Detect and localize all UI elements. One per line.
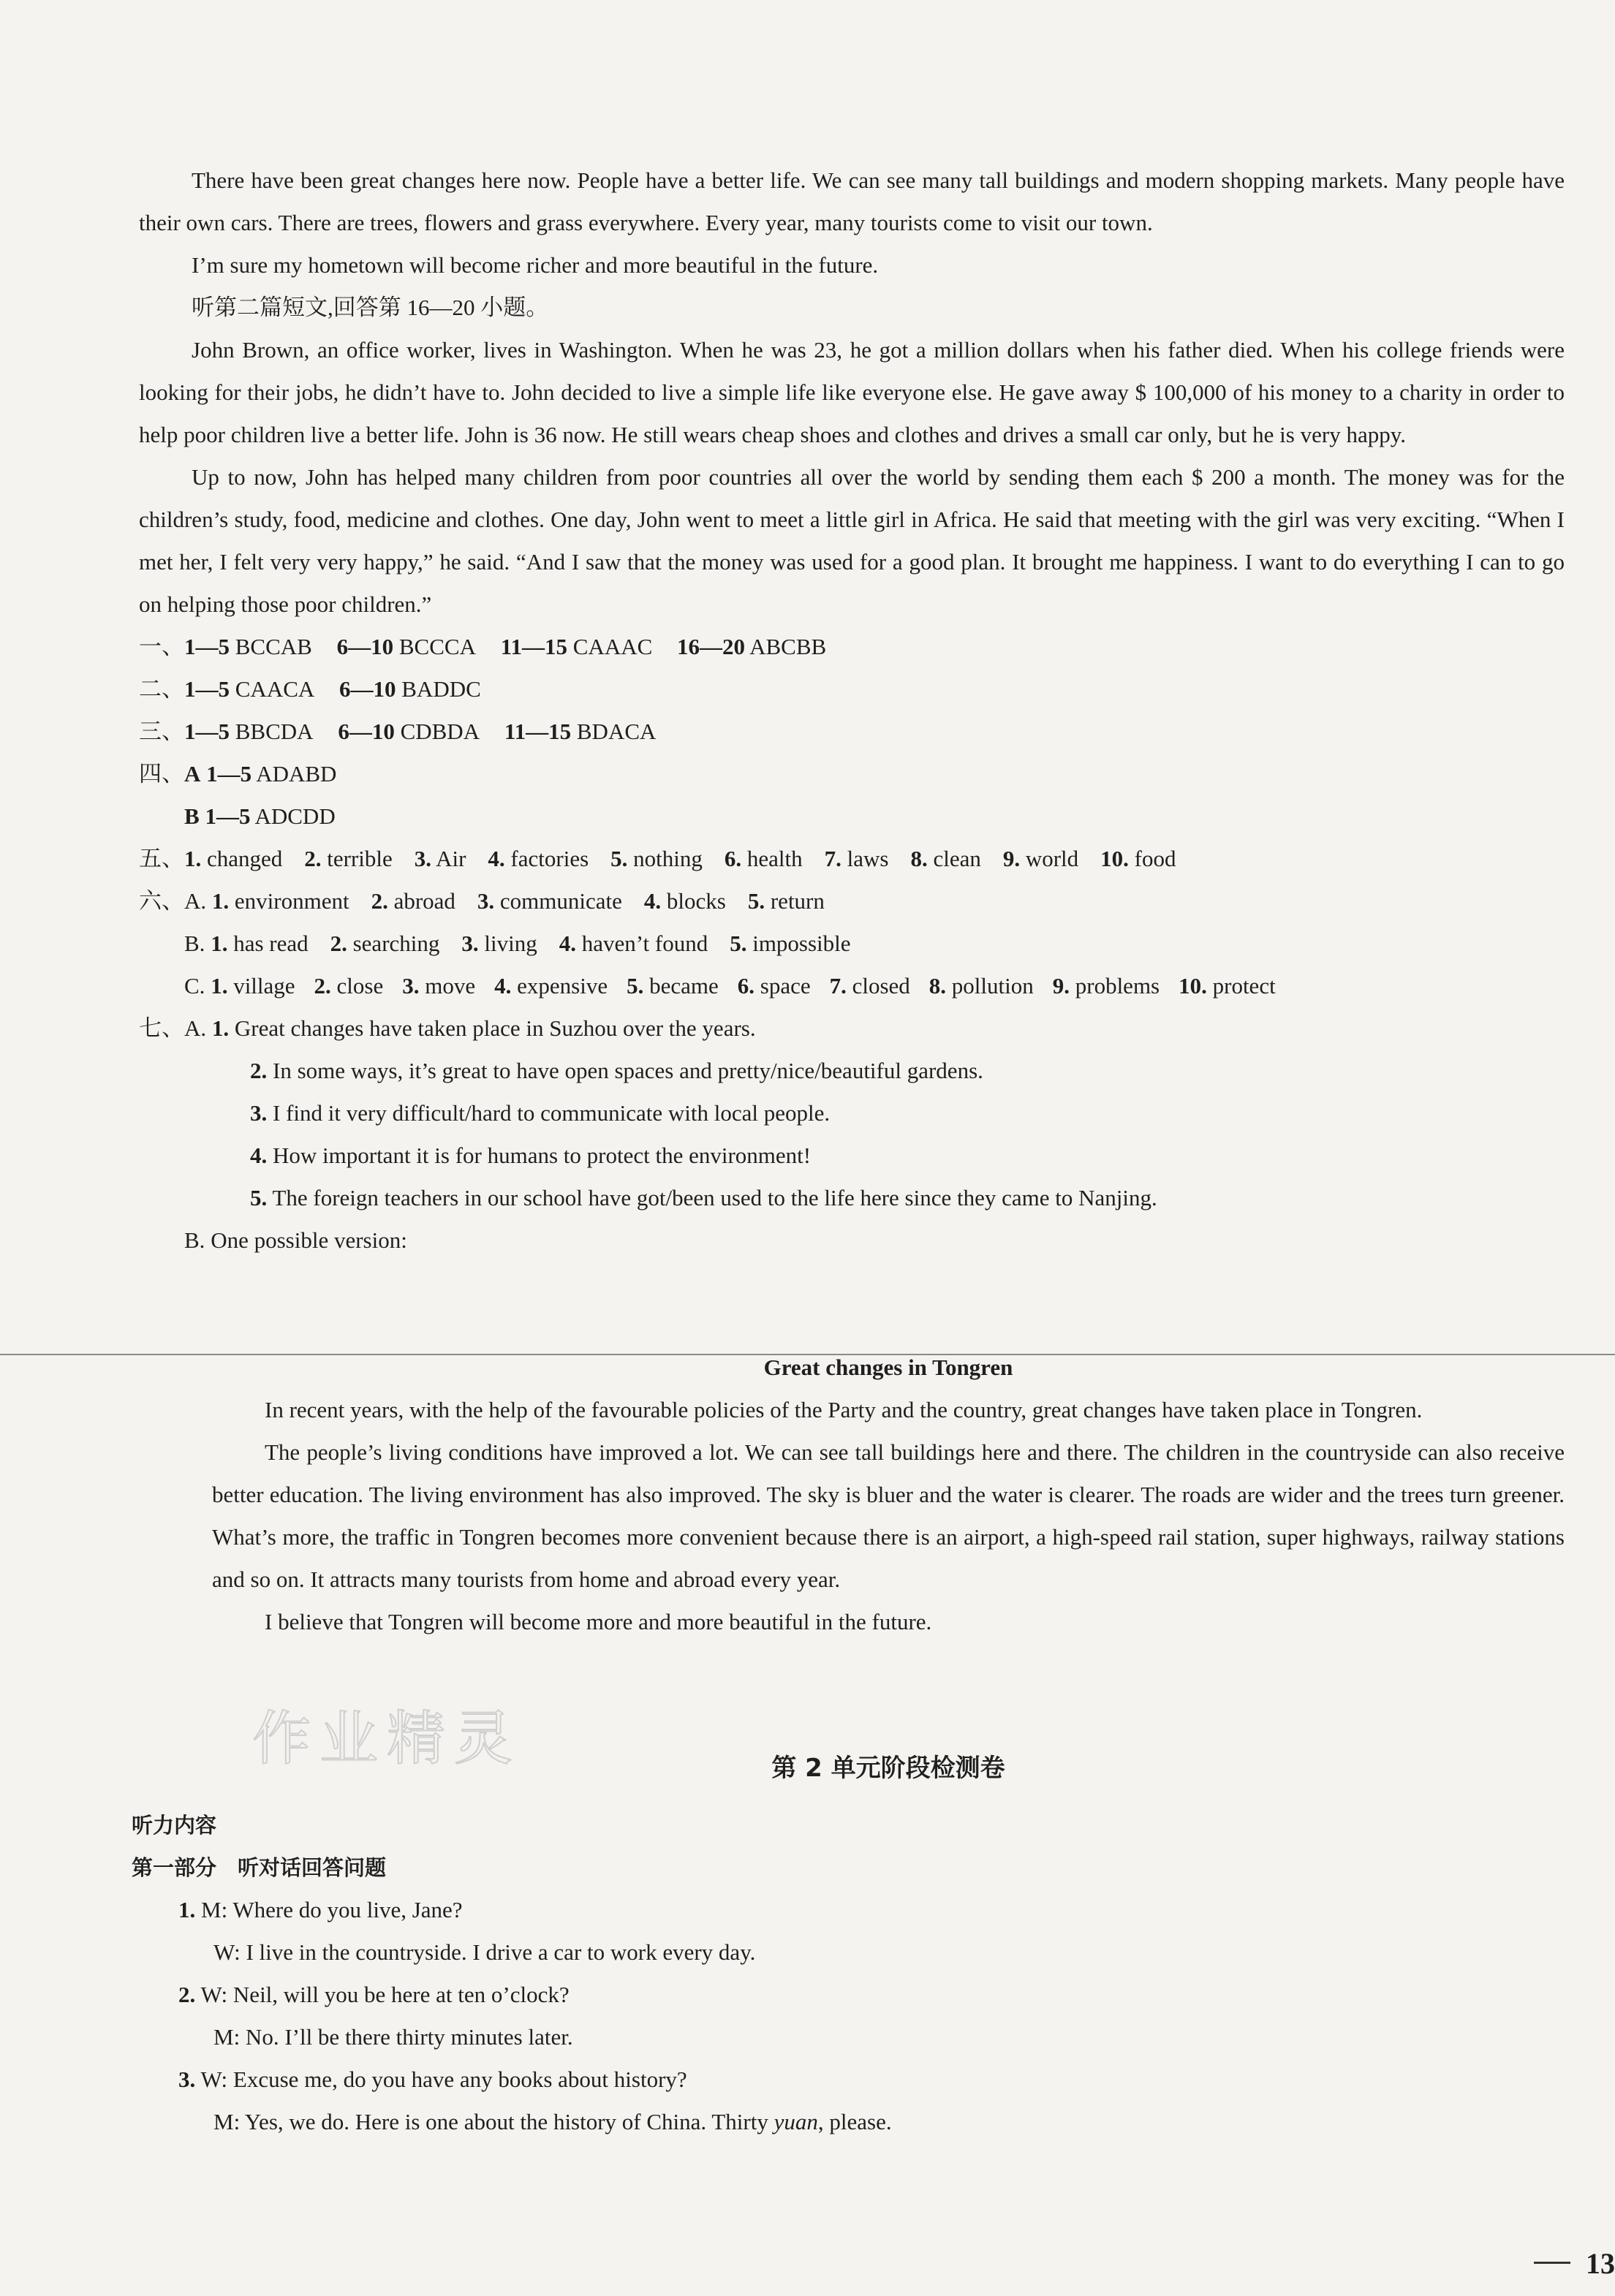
translation-item: 5. The foreign teachers in our school have got/been used to the life here since they came to Nanjing. <box>250 1185 1157 1210</box>
answer-word <box>1053 973 1160 999</box>
answer-word <box>212 888 349 914</box>
translation-item: 4. How important it is for humans to protect the environment! <box>250 1143 812 1168</box>
item-number: 9. <box>1002 846 1021 871</box>
item-word: protect <box>1206 973 1276 999</box>
item-word: pollution <box>946 973 1034 999</box>
answer-section-6b: B. 1. has read 2. searching 3. living 4. haven’t found 5. impossible <box>184 931 851 956</box>
answer-section-6a: 六、A. 1. environment 2. abroad 3. communicate 4. blocks 5. return <box>139 888 825 914</box>
item-word: Air <box>431 846 466 871</box>
answer-section-7a: 七、A. 1. Great changes have taken place in Suzhou over the years. <box>139 1015 756 1041</box>
answer-word <box>644 888 726 914</box>
item-word: laws <box>841 846 889 871</box>
item-number: 10. <box>1100 846 1129 871</box>
answer-word <box>730 931 850 956</box>
translation-item: 3. I find it very difficult/hard to communicate with local people. <box>250 1100 831 1126</box>
dialog-line: 3. W: Excuse me, do you have any books about history? <box>178 2066 687 2092</box>
answer-word <box>461 931 537 956</box>
item-word: environment <box>229 888 349 914</box>
answer-word <box>330 931 440 956</box>
item-word: clean <box>927 846 981 871</box>
dialog-line: 2. W: Neil, will you be here at ten o’clock? <box>178 1982 570 2007</box>
answer-word <box>610 846 703 871</box>
item-word: became <box>643 973 719 999</box>
answer-word <box>314 973 384 999</box>
answer-section-4a: 四、A 1—5 ADABD <box>139 761 337 787</box>
answer-section-6c: C. 1. village 2. close 3. move 4. expensive 5. became 6. space 7. closed 8. pollution 9. problems 10. protect <box>184 973 1276 999</box>
item-number: 4. <box>494 973 512 999</box>
item-number: 5. <box>730 931 747 956</box>
essay-title: Great changes in Tongren <box>763 1355 1013 1380</box>
item-number: 8. <box>910 846 928 871</box>
answer-section-7b: B. One possible version: <box>184 1227 407 1253</box>
item-word: health <box>741 846 803 871</box>
answer-word <box>830 973 910 999</box>
listening-script <box>132 1804 1557 2143</box>
part-label: 第一部分 听对话回答问题 <box>132 1855 387 1880</box>
word-list <box>184 846 1176 871</box>
item-word: return <box>765 888 825 914</box>
item-word: expensive <box>511 973 608 999</box>
paragraph: I believe that Tongren will become more and more beautiful in the future. <box>265 1609 932 1634</box>
paragraph: The people’s living conditions have improved a lot. We can see tall buildings here and there. The children in the countryside can also receive better education. The living environment has also improved. The sky is bluer and the water is clearer. The roads are wider and the trees turn greener. What’s more, the traffic in Tongren becomes more convenient because there is an airport, a high-speed rail station, super highways, railway stations and so on. It attracts many tourists from home and abroad every year. <box>212 1439 1565 1592</box>
answer-section-4b: B 1—5 ADCDD <box>184 803 336 829</box>
item-word: haven’t found <box>575 931 708 956</box>
answer-word <box>304 846 393 871</box>
answer-word <box>725 846 803 871</box>
item-number: 2. <box>330 931 347 956</box>
item-word: nothing <box>627 846 703 871</box>
item-number: 6. <box>737 973 754 999</box>
section-label: 听力内容 <box>132 1813 217 1838</box>
translation-item: 2. In some ways, it’s great to have open spaces and pretty/nice/beautiful gardens. <box>250 1058 983 1083</box>
item-number: 5. <box>610 846 628 871</box>
listening-text <box>139 159 1565 1262</box>
item-word: has read <box>227 931 309 956</box>
item-number: 1. <box>211 888 230 914</box>
answer-word <box>415 846 466 871</box>
answer-word <box>627 973 719 999</box>
item-word: blocks <box>661 888 726 914</box>
item-number: 3. <box>402 973 420 999</box>
answer-word <box>825 846 889 871</box>
item-number: 1. <box>211 973 228 999</box>
item-number: 5. <box>747 888 765 914</box>
answer-section-3: 三、1—5 BBCDA 6—10 CDBDA 11—15 BDACA <box>139 719 657 744</box>
item-number: 4. <box>559 931 576 956</box>
answer-word <box>477 888 622 914</box>
answer-section-5: 五、1. changed 2. terrible 3. Air 4. factories 5. nothing 6. health 7. laws 8. clean 9. world 10. food <box>139 846 1176 871</box>
word-list <box>211 973 1276 999</box>
item-word: changed <box>201 846 283 871</box>
answer-word <box>371 888 455 914</box>
answer-word <box>1179 973 1276 999</box>
dialog-line: 1. M: Where do you live, Jane? <box>178 1897 463 1922</box>
answer-word <box>559 931 708 956</box>
dialog-line: W: I live in the countryside. I drive a car to work every day. <box>213 1939 756 1965</box>
answer-word <box>1003 846 1078 871</box>
passage-heading: 听第二篇短文,回答第 16—20 小题。 <box>192 295 549 320</box>
item-word: factories <box>504 846 589 871</box>
item-number: 2. <box>314 973 331 999</box>
answer-word <box>488 846 589 871</box>
item-word: village <box>227 973 295 999</box>
item-number: 9. <box>1052 973 1070 999</box>
answer-word <box>494 973 608 999</box>
item-number: 1. <box>184 846 202 871</box>
item-number: 3. <box>461 931 479 956</box>
page-number-dash <box>1534 2262 1570 2264</box>
paragraph: In recent years, with the help of the favourable policies of the Party and the country, great changes have taken place in Tongren. <box>265 1397 1423 1422</box>
word-list <box>212 888 825 914</box>
dialog-line: M: No. I’ll be there thirty minutes later. <box>213 2024 573 2050</box>
item-word: communicate <box>494 888 622 914</box>
item-number: 7. <box>829 973 847 999</box>
answer-word <box>929 973 1034 999</box>
item-number: 4. <box>643 888 662 914</box>
item-word: abroad <box>387 888 455 914</box>
dialog-line: M: Yes, we do. Here is one about the history of China. Thirty yuan, please. <box>213 2109 892 2134</box>
page-number: 13 <box>1586 2247 1615 2280</box>
watermark: 作业精灵 <box>252 1705 521 1773</box>
answer-section-2: 二、1—5 CAACA 6—10 BADDC <box>139 676 481 702</box>
answer-word <box>1100 846 1176 871</box>
item-number: 2. <box>371 888 388 914</box>
item-word: terrible <box>321 846 393 871</box>
item-word: closed <box>846 973 910 999</box>
item-number: 4. <box>488 846 505 871</box>
item-word: searching <box>347 931 440 956</box>
answer-word <box>748 888 825 914</box>
item-number: 1. <box>211 931 228 956</box>
answer-word <box>184 846 282 871</box>
item-word: move <box>419 973 476 999</box>
item-number: 3. <box>477 888 495 914</box>
unit-title: 第 2 单元阶段检测卷 <box>771 1754 1005 1783</box>
item-number: 8. <box>928 973 947 999</box>
item-number: 7. <box>824 846 841 871</box>
item-number: 6. <box>724 846 742 871</box>
sample-essay <box>212 1346 1565 1643</box>
item-number: 2. <box>304 846 322 871</box>
unit-title-wrap <box>212 1747 1565 1789</box>
answer-word <box>402 973 475 999</box>
item-number: 3. <box>414 846 432 871</box>
answer-word <box>910 846 980 871</box>
paragraph: There have been great changes here now. People have a better life. We can see many tall buildings and modern shopping markets. Many people have their own cars. There are trees, flowers and grass everywhere. Every year, many tourists come to visit our town. <box>139 167 1565 235</box>
answer-word <box>738 973 811 999</box>
answer-word <box>211 931 308 956</box>
paragraph: Up to now, John has helped many children from poor countries all over the world by sending them each $ 200 a month. The money was for the children’s study, food, medicine and clothes. One day, John went to meet a little girl in Africa. He said that meeting with the girl was very exciting. “When I met her, I felt very very happy,” he said. “And I saw that the money was used for a good plan. It brought me happiness. I want to do everything I can to go on helping those poor children.” <box>139 464 1565 617</box>
item-word: living <box>478 931 537 956</box>
answer-section-1: 一、1—5 BCCAB 6—10 BCCCA 11—15 CAAAC 16—20 ABCBB <box>139 634 827 659</box>
item-word: close <box>330 973 384 999</box>
answer-word <box>211 973 295 999</box>
item-word: space <box>754 973 811 999</box>
word-list <box>211 931 850 956</box>
item-word: world <box>1020 846 1079 871</box>
item-word: food <box>1128 846 1176 871</box>
item-number: 5. <box>627 973 644 999</box>
paragraph: I’m sure my hometown will become richer and more beautiful in the future. <box>192 252 879 278</box>
item-word: impossible <box>746 931 851 956</box>
item-word: problems <box>1070 973 1160 999</box>
item-number: 10. <box>1179 973 1207 999</box>
paragraph: John Brown, an office worker, lives in Washington. When he was 23, he got a million dollars when his father died. When his college friends were looking for their jobs, he didn’t have to. John decided to live a simple life like everyone else. He gave away $ 100,000 of his money to a charity in order to help poor children live a better life. John is 36 now. He still wears cheap shoes and clothes and drives a small car only, but he is very happy. <box>139 337 1565 447</box>
